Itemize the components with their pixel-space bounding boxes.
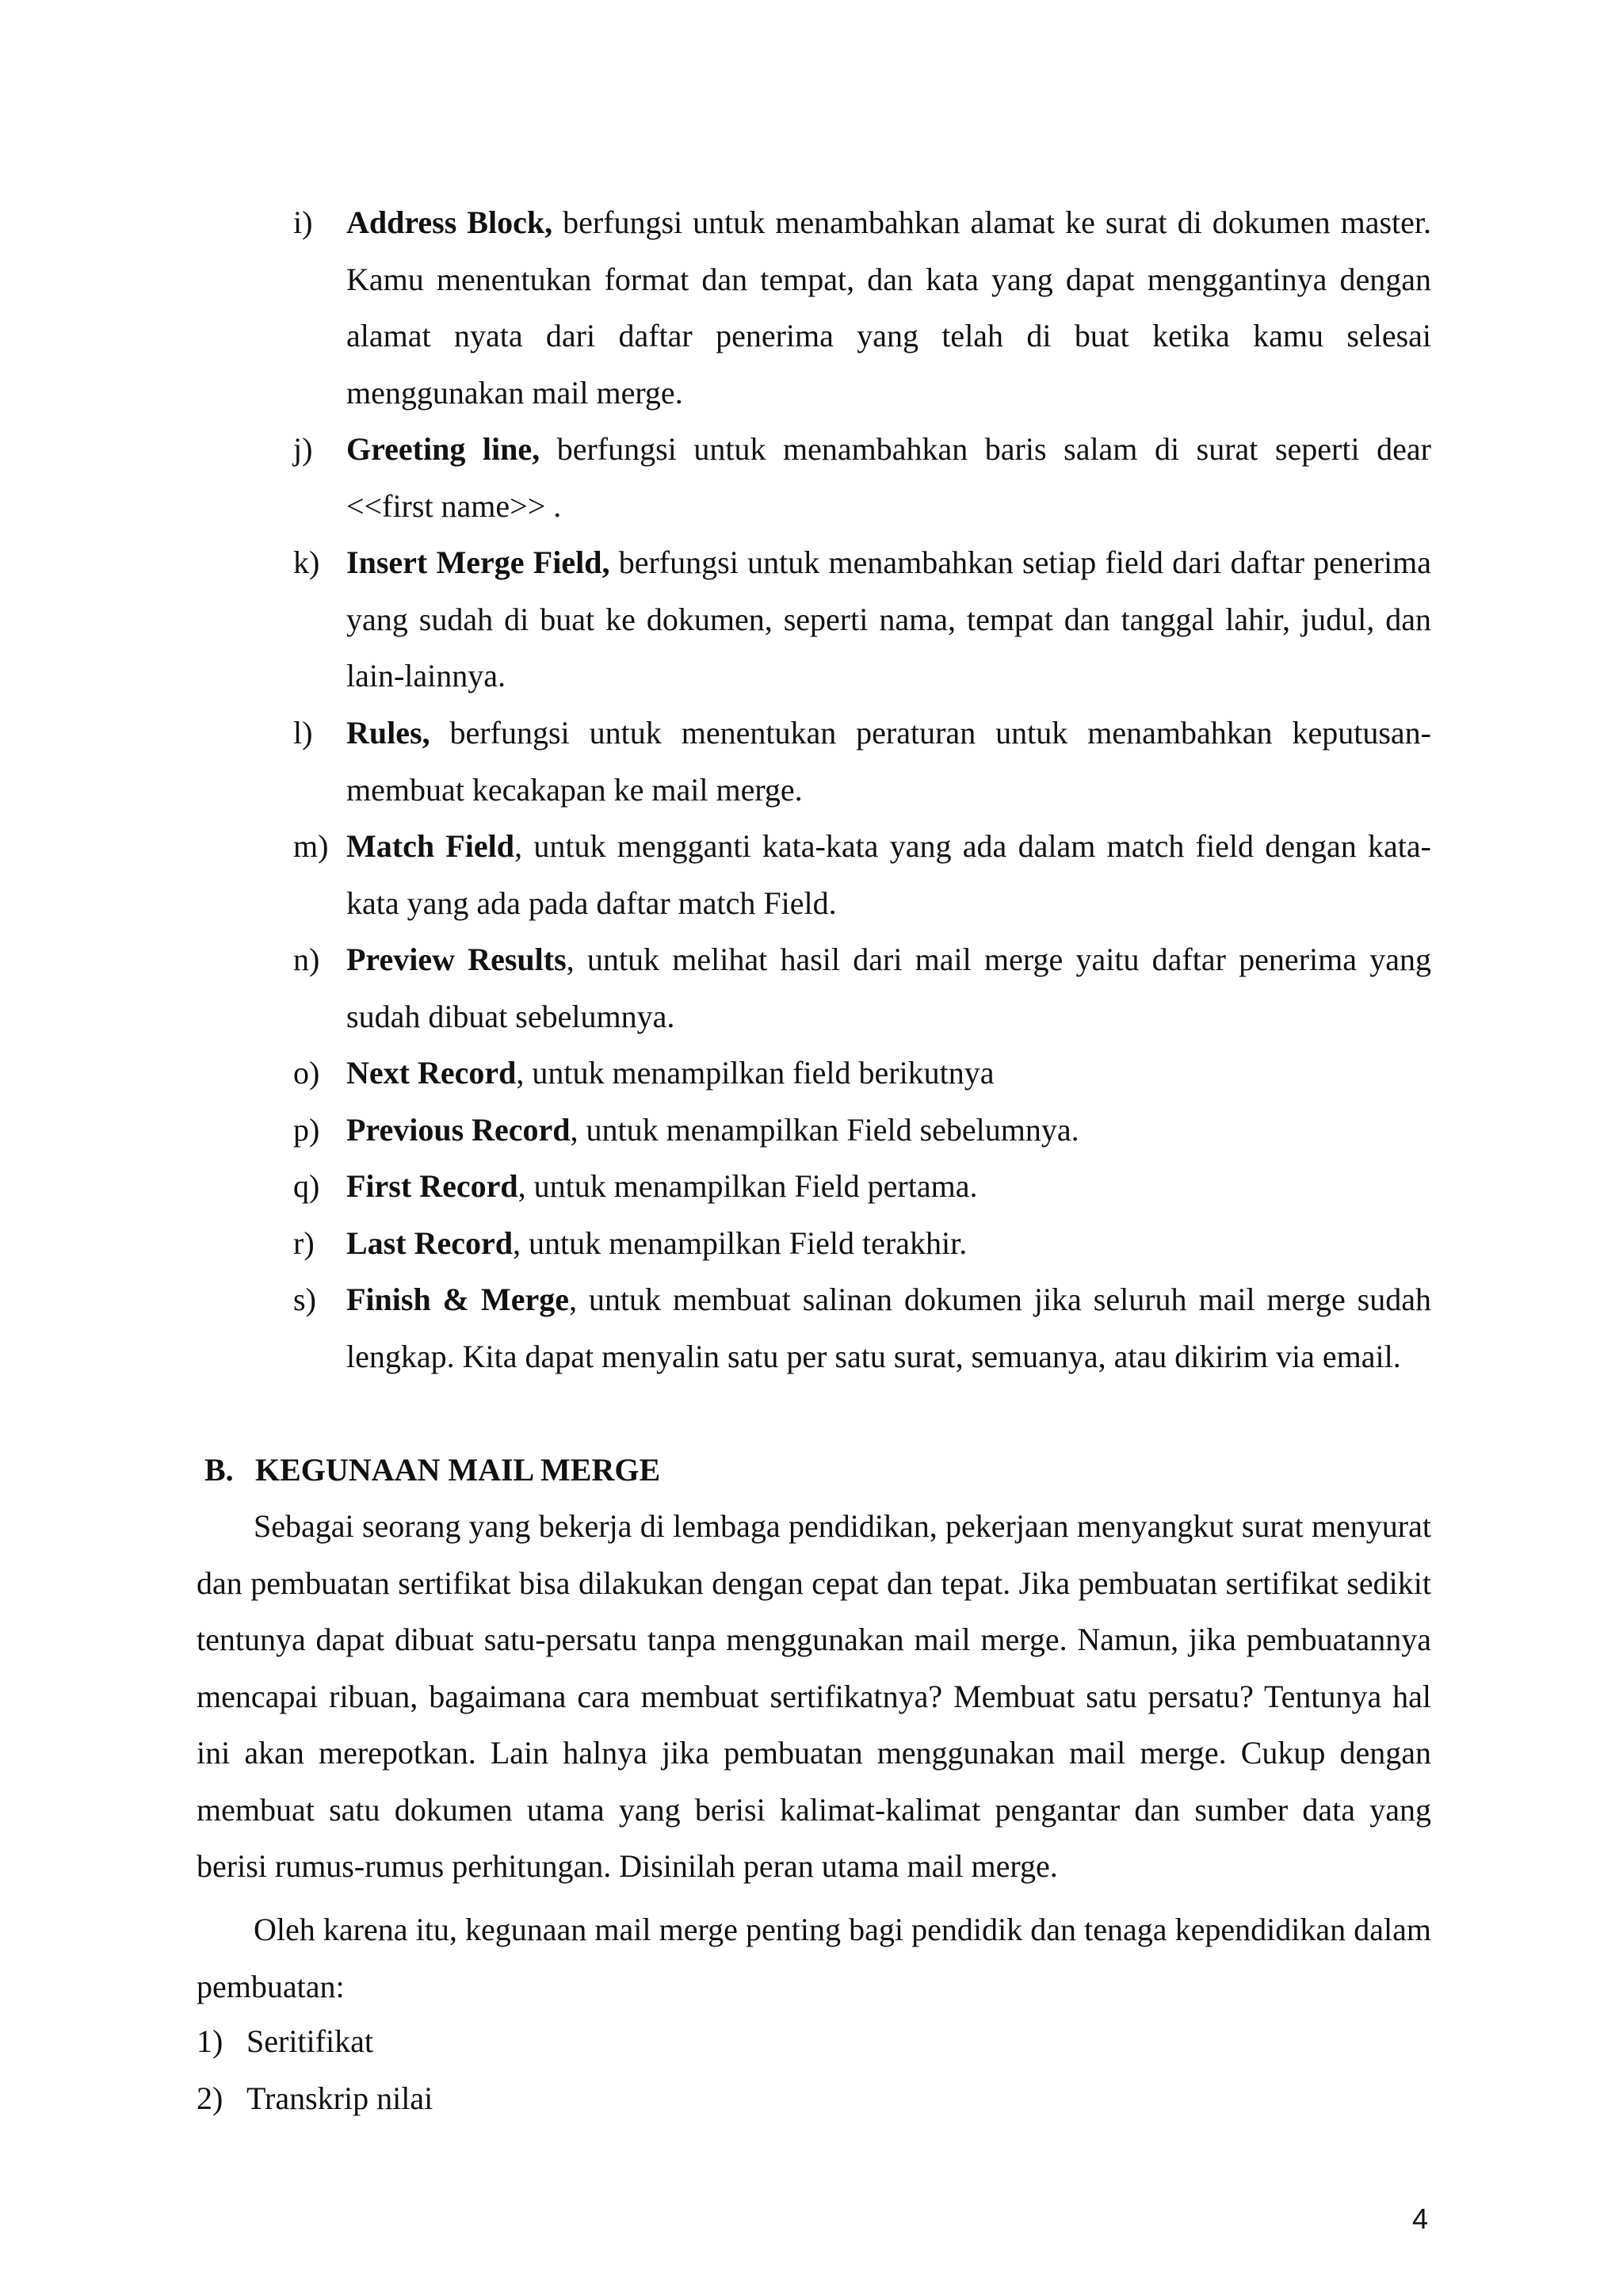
list-term: First Record — [346, 1168, 518, 1204]
list-item-text — [346, 534, 1431, 705]
list-description: berfungsi untuk menambahkan setiap field dari daftar penerima yang sudah di buat ke dokumen, seperti nama, tempat dan tanggal lahir, judul, dan lain-lainnya. — [346, 544, 1431, 693]
page-number: 4 — [1412, 2202, 1429, 2235]
list-item-text — [346, 1102, 1431, 1159]
list-description: berfungsi untuk menambahkan baris salam di surat seperti dear <<first name>> . — [346, 431, 1431, 524]
list-marker: q) — [293, 1168, 320, 1204]
list-item-text — [346, 818, 1431, 931]
list-item — [293, 421, 1431, 534]
list-marker: n) — [293, 942, 320, 977]
list-item-text — [346, 931, 1431, 1045]
list-term: Insert Merge Field, — [346, 544, 610, 580]
list-marker: j) — [293, 431, 313, 467]
numbered-text: Seritifikat — [246, 2023, 373, 2059]
list-description: berfungsi untuk menambahkan alamat ke surat di dokumen master. Kamu menentukan format dan tempat, dan kata yang dapat menggantinya dengan alamat nyata dari daftar penerima yang telah di buat ketika kamu selesai menggunakan mail merge. — [346, 204, 1431, 411]
section-marker: B. — [204, 1452, 234, 1488]
list-term: Finish & Merge — [346, 1282, 569, 1317]
numbered-marker: 1) — [197, 2023, 223, 2059]
list-term: Match Field — [346, 828, 515, 864]
list-item — [293, 1271, 1431, 1385]
list-description: , untuk menampilkan Field terakhir. — [512, 1225, 968, 1261]
list-term: Rules, — [346, 715, 430, 751]
body-paragraph: Oleh karena itu, kegunaan mail merge penting bagi pendidik dan tenaga kependidikan dalam pembuatan: — [197, 1912, 1431, 2004]
list-description: , untuk melihat hasil dari mail merge yaitu daftar penerima yang sudah dibuat sebelumnya. — [346, 942, 1431, 1034]
list-item-text — [346, 1271, 1431, 1385]
list-item — [293, 1102, 1431, 1159]
list-item-text — [346, 705, 1431, 818]
list-item — [293, 194, 1431, 421]
list-term: Next Record — [346, 1055, 517, 1091]
body-paragraph: Sebagai seorang yang bekerja di lembaga pendidikan, pekerjaan menyangkut surat menyurat dan pembuatan sertifikat bisa dilakukan dengan cepat dan tepat. Jika pembuatan sertifikat sedikit tentunya dapat dibuat satu-persatu tanpa menggunakan mail merge. Namun, jika pembuatannya mencapai ribuan, bagaimana cara membuat sertifikatnya? Membuat satu persatu? Tentunya hal ini akan merepotkan. Lain halnya jika pembuatan menggunakan mail merge. Cukup dengan membuat satu dokumen utama yang berisi kalimat-kalimat pengantar dan sumber data yang berisi rumus-rumus perhitungan. Disinilah peran utama mail merge. — [197, 1508, 1431, 1884]
list-marker: l) — [293, 715, 313, 751]
numbered-item — [197, 2070, 433, 2127]
list-term: Last Record — [346, 1225, 513, 1261]
list-item — [293, 931, 1431, 1045]
list-marker: i) — [293, 204, 313, 240]
list-term: Preview Results — [346, 942, 567, 977]
list-description: berfungsi untuk menentukan peraturan untuk menambahkan keputusan-membuat kecakapan ke mail merge. — [346, 715, 1431, 808]
list-term: Greeting line, — [346, 431, 540, 467]
list-marker: k) — [293, 544, 320, 580]
list-item — [293, 1215, 1431, 1272]
list-item — [293, 705, 1431, 818]
list-item — [293, 534, 1431, 705]
numbered-text: Transkrip nilai — [246, 2080, 433, 2116]
numbered-item — [197, 2013, 373, 2070]
section-title: KEGUNAAN MAIL MERGE — [255, 1452, 661, 1488]
list-description: , untuk menampilkan Field pertama. — [517, 1168, 978, 1204]
list-item-text — [346, 194, 1431, 421]
list-description: , untuk menampilkan field berikutnya — [516, 1055, 995, 1091]
list-item-text — [346, 1215, 1431, 1272]
list-description: , untuk membuat salinan dokumen jika seluruh mail merge sudah lengkap. Kita dapat menyalin satu per satu surat, semuanya, atau dikirim via email. — [346, 1282, 1431, 1374]
list-term: Address Block, — [346, 204, 553, 240]
list-item — [293, 1158, 1431, 1215]
section-heading — [204, 1442, 660, 1499]
list-description: , untuk mengganti kata-kata yang ada dalam match field dengan kata-kata yang ada pada daftar match Field. — [346, 828, 1431, 921]
list-item-text — [346, 421, 1431, 534]
list-item-text — [346, 1158, 1431, 1215]
list-marker: o) — [293, 1055, 320, 1091]
numbered-marker: 2) — [197, 2080, 223, 2116]
list-item — [293, 1045, 1431, 1102]
list-description: , untuk menampilkan Field sebelumnya. — [570, 1112, 1079, 1148]
list-marker: p) — [293, 1112, 320, 1148]
list-marker: r) — [293, 1225, 315, 1261]
list-marker: m) — [293, 828, 329, 864]
list-term: Previous Record — [346, 1112, 571, 1148]
list-item-text — [346, 1045, 1431, 1102]
list-marker: s) — [293, 1282, 316, 1317]
list-item — [293, 818, 1431, 931]
